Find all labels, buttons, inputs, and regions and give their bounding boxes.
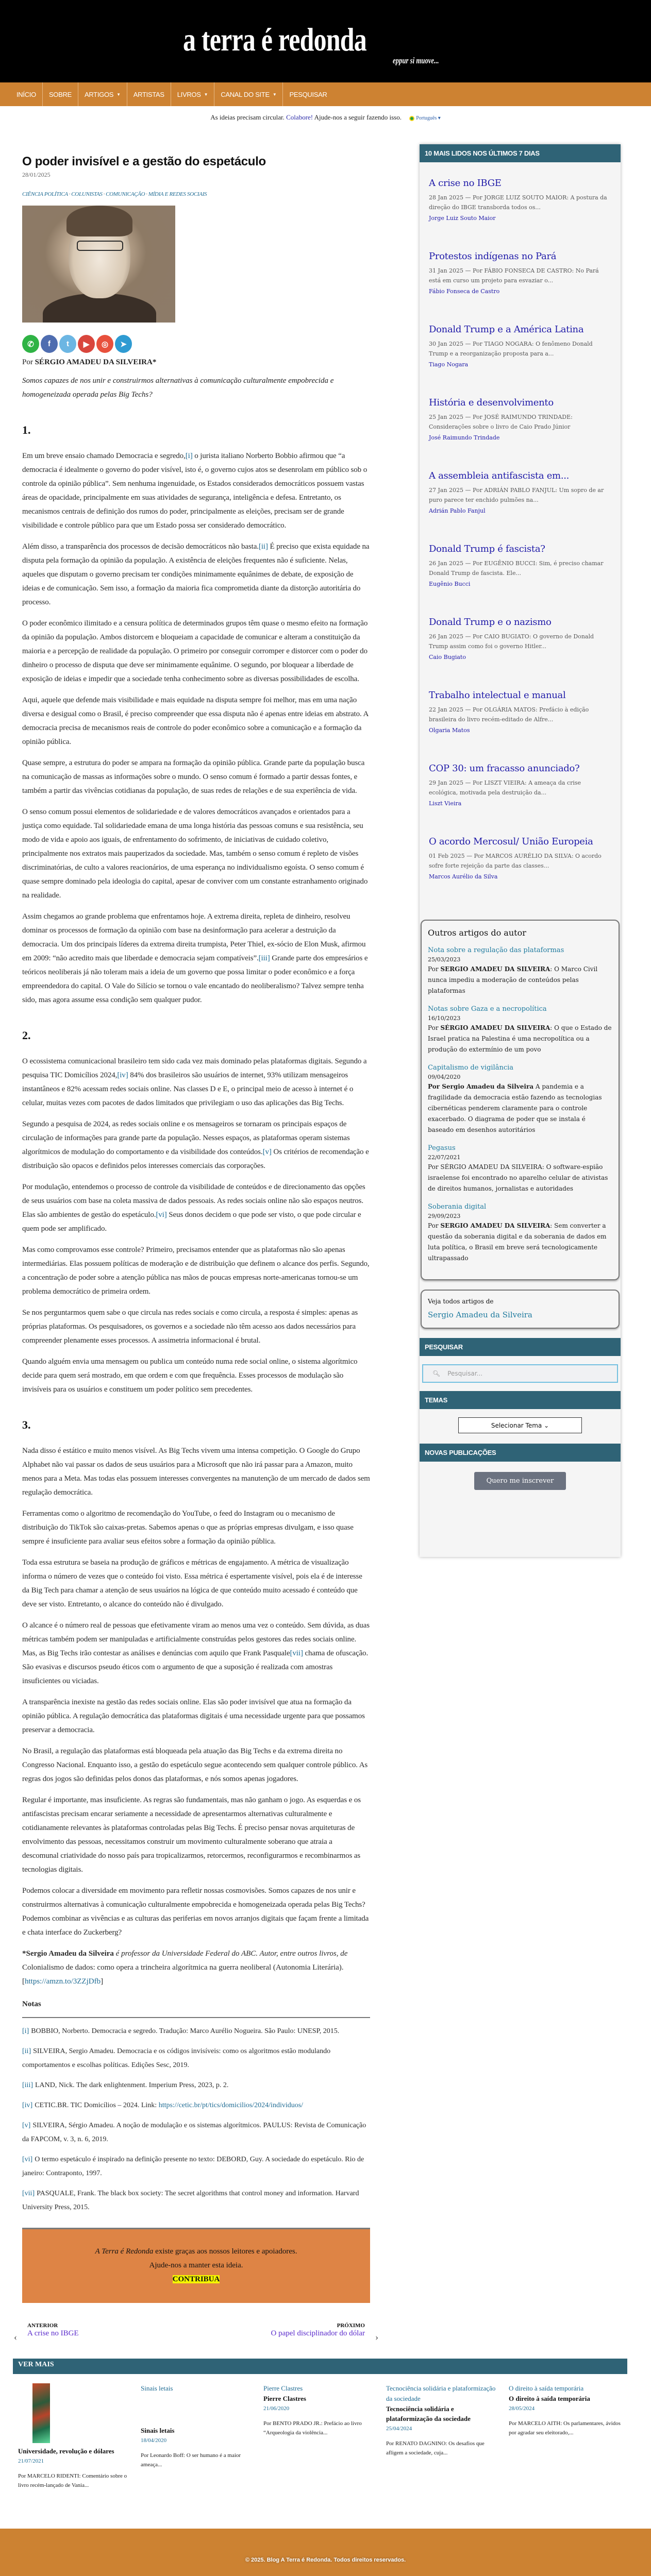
popular-author-link[interactable]: Fábio Fonseca de Castro [429,288,500,295]
other-article-summary: Por SERGIO AMADEU DA SILVEIRA: Sem converter a questão da soberania digital e da soberania de dados em luta política, o Brasil em breve será tecnologicamente ultrapassado [428,1222,607,1262]
search-input[interactable]: 🔍︎ Pesquisar... [422,1364,618,1383]
paragraph: Regular é importante, mas insuficiente. As regras são fundamentais, mas não ganham o jogo. As esquerdas e os antifascistas precisam encarar seriamente a necessidade de apresentarmos alternativas culturalmente e cotidianamente relevantes às plataformas controladas pelas Big Techs. É preciso pensar novas arquiteturas de envolvimento das pessoas, necessitamos construir um movimento culturalmente soberano que atraia a descomunal criatividade do nosso país para tropicalizarmos, retorcermos, reconfigurarmos e recombinarmos as tecnologias digitais. [22,1796,361,1874]
chevron-left-icon[interactable]: ‹ [14,2332,17,2342]
ver-mais-date: 21/07/2021 [18,2458,44,2464]
popular-item [429,836,611,880]
paragraph: Assim chegamos ao grande problema que enfrentamos hoje. A extrema direita, repleta de dinheiro, resolveu dominar os processos de formação da opinião com base na desinformação para acelerar a destruição da democracia. Um dos principais líderes da extrema direita trumpista, Peter Thiel, ex-sócio de Elon Musk, afirmou em 2009: “não acredito mais que liberdade e democracia sejam compatíveis”.[iii] Grande parte dos empresários e teóricos neoliberais já não toleram mais a ideia de um governo que possa limitar o poder econômico e a força empreendedora do capital. O Vale do Silício se tornou o vale encantado do neoliberalismo? Talvez sempre tenha sido, mas agora assume essa condição sem qualquer pudor. [22,912,368,1004]
other-article-summary: Por Sergio Amadeu da Silveira A pandemia e a fragilidade da democracia estão fazendo as tecnologias cibernéticas penderem claramente para o controle exacerbado. O diagrama de poder que se instala é baseado em desenhos autoritários [428,1083,602,1133]
popular-title-link[interactable]: Trabalho intelectual e manual [429,690,566,701]
category-link[interactable]: COLUNISTAS [71,191,103,197]
footnote-link[interactable]: https://cetic.br/pt/tics/domicilios/2024/individuos/ [158,2102,304,2109]
temas-heading: TEMAS [420,1391,621,1409]
paragraph: O poder econômico ilimitado e a censura política de determinados grupos têm quase o mesmo efeito na formação da opinião da população. Ambos distorcem e bloqueiam a capacidade de comunicar e alteram a constituição da maioria e a percepção de realidade da população. O primeiro por conseguir corromper e distorcer com o poder do dinheiro o processo de disputa que deve ser minimamente equânime. O segundo, por bloquear a liberdade de exposição de ideias e impedir que a sociedade tenha conhecimento sobre as diversas possibilidades de escolha. [22,619,368,683]
ver-mais-date: 21/06/2020 [263,2405,290,2412]
twitter-icon[interactable]: t [59,335,76,353]
article-lead: Somos capazes de nos unir e construirmos alternativas à comunicação culturalmente empobrecida e homogeneizada operada pelas Big Techs? [22,377,334,399]
popular-title-link[interactable]: O acordo Mercosul/ União Europeia [429,836,593,847]
footnote-ref[interactable]: [iii] [22,2081,33,2089]
newsletter-heading: NOVAS PUBLICAÇÕES [420,1444,621,1462]
popular-item [429,763,611,807]
footnote [22,2187,370,2214]
sidebar [420,144,621,2338]
popular-author-link[interactable]: Marcos Aurélio da Silva [429,873,498,880]
ver-mais-title[interactable]: O direito à saída temporária [509,2395,590,2402]
footnote-marker[interactable]: [ii] [258,543,268,551]
other-articles-heading: Outros artigos do autor [428,928,526,938]
nav-item-artistas[interactable] [127,82,171,106]
other-article-date: 29/09/2023 [428,1213,461,1219]
footnote-text: PASQUALE, Frank. The black box society: The secret algorithms that control money and information. Harvard University Press, 2015. [22,2190,359,2211]
nav-label: SOBRE [48,90,72,98]
contribua-button[interactable]: CONTRIBUA [172,2275,220,2283]
author-archive-link[interactable]: Sergio Amadeu da Silveira [428,1310,532,1319]
footnote-text: SILVEIRA, Sérgio Amadeu. A noção de modulação e os sistemas algorítmicos. PAULUS: Revista de Comunicação da FAPCOM, v. 3, n. 6, 2019. [22,2122,366,2143]
footnote [22,2153,370,2180]
footnote-ref[interactable]: [ii] [22,2047,31,2055]
footnote-marker[interactable]: [iii] [258,954,270,962]
author-bio: *Sergio Amadeu da Silveira é professor da Universidade Federal do ABC. Autor, entre outros livros, de Colonialismo de dados: como opera a trincheira algorítmica na guerra neoliberal (Autonomia Literária). [https://amzn.to/3ZZjDfb] [22,1950,348,1986]
ver-mais-title[interactable]: Tecnociência solidária e plataformização da sociedade [386,2405,471,2422]
ver-mais-excerpt: Por MARCELO RIDENTI: Comentário sobre o livro recém-lançado de Vania... [18,2473,127,2488]
caret-down-icon: ▼ [116,92,121,97]
category-link[interactable]: COMUNICAÇÃO [106,191,145,197]
other-article-item [428,1062,612,1136]
popular-heading: 10 MAIS LIDOS NOS ÚLTIMOS 7 DIAS [420,144,621,162]
category-link[interactable]: MÍDIA E REDES SOCIAIS [148,191,207,197]
nav-item-início[interactable] [10,82,43,106]
other-articles-box [421,920,620,1280]
other-article-summary: Por SÉRGIO AMADEU DA SILVEIRA: O software-espião israelense foi encontrado no aparelho celular de ativistas de direitos humanos, jornalistas e autoridades [428,1163,608,1192]
nav-label: ARTISTAS [133,90,164,98]
colabore-link[interactable]: Colabore! [286,113,313,121]
footnote [22,2078,370,2092]
site-tagline: eppur si muove... [393,56,439,65]
paragraph: Mas como comprovamos esse controle? Primeiro, precisamos entender que as plataformas não são apenas intermediárias. Elas possuem políticas de moderação e de distribuição que definem o alcance dos perfis. Segundo, a concentração de poder sobre a atenção pública nas mãos de poucas empresas norte-americanas tornou-se um problema democrático de primeira ordem. [22,1246,370,1296]
ver-mais-excerpt: Por BENTO PRADO JR.: Prefácio ao livro “Arqueologia da violência... [263,2420,362,2436]
other-article-date: 22/07/2021 [428,1154,461,1161]
paragraph: A transparência inexiste na gestão das redes sociais online. Elas são poder invisível que atua na formação da opinião pública. A regulação democrática das plataformas digitais é uma necessidade urgente para que possamos preservar a democracia. [22,1698,365,1734]
popular-meta: 27 Jan 2025 — Por ADRIÁN PABLO FANJUL: Um sopro de ar puro parece ter enchido pulmões na... [429,487,604,503]
site-footer [0,2529,651,2576]
whatsapp-icon[interactable]: ✆ [22,335,39,353]
nav-item-pesquisar[interactable] [283,82,333,106]
facebook-icon[interactable]: f [41,335,58,353]
nav-item-artigos[interactable] [78,82,127,106]
ver-mais-grid [13,2374,627,2518]
other-article-date: 16/10/2023 [428,1015,461,1022]
ver-mais-item [504,2383,626,2518]
all-articles-box: Veja todos artigos de Sergio Amadeu da Silveira [421,1290,620,1329]
ver-mais-top-link[interactable]: O direito à saída temporária [509,2384,584,2392]
category-separator: · [103,191,105,197]
popular-author-link[interactable]: Eugênio Bucci [429,581,471,587]
nav-label: INÍCIO [16,90,36,98]
notes-list [22,2024,370,2214]
popular-title-link[interactable]: Donald Trump e a América Latina [429,324,584,335]
ver-mais-top-link[interactable]: Tecnociência solidária e plataformização da sociedade [386,2384,496,2402]
popular-title-link[interactable]: Donald Trump e o nazismo [429,617,552,628]
next-post-link[interactable]: O papel disciplinador do dólar [271,2329,365,2337]
language-label: Português [416,115,437,121]
footnote-text: LAND, Nick. The dark enlightenment. Imperium Press, 2023, p. 2. [35,2081,229,2089]
other-article-item [428,1004,612,1055]
paragraph: Podemos colocar a diversidade em movimento para refletir nossas cosmovisões. Somos capazes de nos unir e construirmos alternativas à comunicação culturalmente empobrecida e homogeneizada operada pelas Big Techs? Podemos combinar as vivências e as culturas das periferias em novos arranjos digitais que façam frente a limitada e chata interface do Zuckerberg? [22,1887,369,1937]
section-heading: 2. [22,1029,31,1042]
other-article-link[interactable]: Pegasus [428,1144,456,1152]
sidebar-widgets [420,144,621,1557]
ver-mais-top-link[interactable]: Pierre Clastres [263,2384,303,2392]
book-link[interactable]: https://amzn.to/3ZZjDfb [25,1977,101,1986]
post-navigation [14,2323,378,2342]
footnote-text: BOBBIO, Norberto. Democracia e segredo. Tradução: Marco Aurélio Nogueira. São Paulo: UNESP, 2015. [31,2027,340,2035]
ver-mais-title[interactable]: Universidade, revolução e dólares [18,2447,114,2455]
popular-title-link[interactable]: Protestos indígenas no Pará [429,251,557,262]
other-article-summary: Por SERGIO AMADEU DA SILVEIRA: O Marco Civil nunca impediu a moderação de conteúdos pelas plataformas [428,965,598,994]
ver-mais-date: 25/04/2024 [386,2426,412,2432]
popular-item [429,178,611,222]
subscribe-button[interactable]: Quero me inscrever [474,1472,566,1490]
next-post[interactable]: PRÓXIMO O papel disciplinador do dólar [271,2323,365,2337]
thumbnail-image[interactable] [32,2383,50,2443]
article [14,144,378,2342]
paragraph: No Brasil, a regulação das plataformas está bloqueada pela atuação das Big Techs e da extrema direita no Congresso Nacional. Enquanto isso, a gestão do espetáculo segue acontecendo sem qualquer controle público. As regras dos jogos são definidas pelos donos das plataformas, e nós somos apenas jogadores. [22,1747,368,1783]
popular-author-link[interactable]: José Raimundo Trindade [429,434,500,441]
chevron-right-icon[interactable]: › [375,2332,378,2342]
instagram-icon[interactable]: ◎ [96,335,113,353]
other-article-link[interactable]: Nota sobre a regulação das plataformas [428,946,564,954]
other-article-date: 09/04/2020 [428,1074,461,1080]
byline: Por SÉRGIO AMADEU DA SILVEIRA* [22,358,157,366]
ver-mais-title[interactable]: Sinais letais [141,2427,175,2434]
paragraph: O alcance é o número real de pessoas que efetivamente viram ao menos uma vez o conteúdo. Sem dúvida, as duas métricas também podem ser manipuladas e artificialmente construídas pelos gestores das redes sociais online. Mas, as Big Techs irão contestar as análises e denúncias com aquilo que Frank Pasquale[vii] chama de ofuscação. São evasivas e discursos pseudo éticos com o argumento de que a suposição é realizada com amostras insuficientes ou viciadas. [22,1621,370,1685]
paragraph: Quando alguém envia uma mensagem ou publica um conteúdo numa rede social online, o sistema algorítmico decide para quem será mostrado, em que ordem e com que frequência. Esses processos de modulação são invisíveis para os usuários e constituem um poder político sem precedentes. [22,1358,358,1394]
paragraph: Se nos perguntarmos quem sabe o que circula nas redes sociais e como circula, a resposta é simples: apenas as próprias plataformas. Os pesquisadores, os governos e a sociedade não têm acesso aos dados necessários para compreender plenamente esses processos. A assimetria informacional é brutal. [22,1309,358,1345]
ver-mais-top-link[interactable]: Sinais letais [141,2384,173,2392]
popular-meta: 30 Jan 2025 — Por TIAGO NOGARA: O fenômeno Donald Trump e a reorganização proposta para a... [429,341,593,357]
popular-title-link[interactable]: COP 30: um fracasso anunciado? [429,763,580,774]
popular-item [429,324,611,368]
popular-item [429,251,611,295]
footnote [22,2119,370,2146]
youtube-icon[interactable]: ▶ [78,335,95,353]
footnote [22,2044,370,2072]
author-photo [22,206,175,323]
popular-item [429,690,611,734]
article-body [22,423,370,1940]
site-logo[interactable]: a terra é redonda [183,21,366,58]
section-heading: 1. [22,423,31,436]
brazil-flag-icon [409,116,414,121]
category-link[interactable]: CIÊNCIA POLÍTICA [22,191,68,197]
footnote-ref[interactable]: [vi] [22,2156,33,2163]
ver-mais-date: 18/04/2020 [141,2437,167,2444]
paragraph: Aqui, aquele que defende mais visibilidade e mais equidade na disputa sempre foi melhor, mas em uma nação diversa e desigual como o Brasil, é preciso compreender que essa disputa não é apenas entre ideias em abstrato. A democracia precisa de mecanismos reais de controle do poder econômico sobre a comunicação e a formação da opinião pública. [22,696,369,746]
ver-mais-date: 28/05/2024 [509,2405,535,2412]
category-separator: · [69,191,71,197]
footnote-marker[interactable]: [vi] [156,1211,167,1219]
ver-mais-item [258,2383,381,2518]
nav-label: LIVROS [177,90,201,98]
popular-title-link[interactable]: A assembleia antifascista em... [429,470,570,481]
announce-text-2: Ajude-nos a seguir fazendo isso. [314,113,402,121]
paragraph: Segundo a pesquisa de 2024, as redes sociais online e os mensageiros se tornaram os principais espaços de circulação de informações para grande parte da população. Nesses espaços, as plataformas operam sistemas algorítmicos de modulação do comportamento e da visibilidade dos conteúdos.[v] Os critérios de recomendação e distribuição são opacos e definidos pelos interesses comerciais das corporações. [22,1120,369,1170]
paragraph: O senso comum possui elementos de solidariedade e de valores democráticos avançados e orientados para a justiça como equidade. Tal solidariedade emana de uma longa história das pessoas comuns e sua resistência, seu modo de vida e apoio aos iguais, de enfrentamento do sofrimento, de iniciativas de cuidado coletivo, principalmente nos extratos mais pauperizados da sociedade. Mas, também o senso comum é repleto de visões discriminatórias, de culto a valores reacionários, de uma esperança no individualismo egoísta. O senso comum é quase sempre dominado pela ideologia do capital, apesar de conviver com um constante estranhamento originado na realidade. [22,808,368,900]
previous-post-link[interactable]: A crise no IBGE [27,2329,79,2337]
paragraph: Ferramentas como o algoritmo de recomendação do YouTube, o feed do Instagram ou o mecanismo de distribuição do TikTok são caixas-pretas. Sabemos apenas o que as próprias empresas divulgam, e isso quase sempre é insuficiente para avaliar seus efeitos sobre a formação da opinião pública. [22,1510,354,1546]
masthead [0,0,651,82]
announce-text: As ideias precisam circular. [210,113,285,121]
footnote-marker[interactable]: [iv] [117,1071,128,1079]
popular-item [429,544,611,588]
ver-mais-item [13,2383,136,2518]
nav-label: PESQUISAR [289,90,327,98]
other-article-item [428,945,612,996]
popular-author-link[interactable]: Adrián Pablo Fanjul [429,507,486,514]
paragraph: Em um breve ensaio chamado Democracia e segredo,[i] o jurista italiano Norberto Bobbio afirmou que “a democracia é idealmente o governo do poder visível, isto é, o governo cujos atos se desenrolam em público sob o controle da opinião pública”. Sem nenhuma ingenuidade, os Estados considerados democráticos possuem vastas áreas de opacidade, principalmente em suas atividades de segurança, inteligência e defesa. Entretanto, os mecanismos centrais de definição dos rumos do poder, principalmente as eleições, precisam ser de grande visibilidade e controle público para que um Estado possa ser considerado democrático. [22,452,368,530]
copyright: © 2025. Blog A Terra é Redonda. Todos direitos reservados. [245,2557,406,2563]
caret-down-icon: ▼ [272,92,277,97]
footnote-marker[interactable]: [i] [185,452,193,460]
popular-author-link[interactable]: Tiago Nogara [429,361,469,368]
ver-mais-excerpt: Por Leonardo Boff: O ser humano é a maior ameaça... [141,2452,241,2468]
other-article-item [428,1201,612,1264]
page-layout [0,144,651,2342]
announcement-bar [0,106,651,124]
popular-title-link[interactable]: A crise no IBGE [429,178,502,189]
popular-item [429,470,611,515]
popular-title-link[interactable]: Donald Trump é fascista? [429,544,545,554]
popular-title-link[interactable]: História e desenvolvimento [429,397,554,408]
ver-mais-excerpt: Por RENATO DAGNINO: Os desafios que afligem a sociedade, cuja... [386,2441,485,2456]
paragraph: Quase sempre, a estrutura do poder se ampara na formação da opinião pública. Grande parte da população busca na comunicação de massas as informações sobre o mundo. O senso comum é formado a partir dessas fontes, e também a partir das vivências cotidianas da população, de suas redes de relações e de sua experiência de vida. [22,759,365,795]
popular-author-link[interactable]: Olgaria Matos [429,727,470,734]
other-article-item [428,1143,612,1194]
caret-down-icon: ▼ [204,92,208,97]
footnote-text: O termo espetáculo é inspirado na definição presente no texto: DEBORD, Guy. A sociedade do espetáculo. Rio de janeiro: Contraponto, 1997. [22,2156,364,2177]
nav-item-canal-do-site[interactable] [214,82,283,106]
footnote [22,2024,370,2038]
section-heading: 3. [22,1418,31,1431]
site-header [0,0,651,124]
ver-mais-excerpt: Por MARCELO AITH: Os parlamentares, ávidos por agradar seu eleitorado,... [509,2420,621,2436]
temas-select[interactable]: Selecionar Tema ⌄ [458,1417,582,1433]
popular-list [420,162,621,920]
popular-author-link[interactable]: Caio Bugiato [429,654,466,660]
paragraph: Além disso, a transparência dos processos de decisão democráticos não basta.[ii] É preciso que exista equidade na disputa pela formação da opinião da população. A existência de eleições frequentes não é suficiente. Nelas, aqueles que disputam o governo precisam ter condições minimamente equânimes de debate, de exposição de ideias e de comunicação. Sem isso, a formação da maioria fica comprometida diante da distorção autoritária do processo. [22,543,370,606]
article-date: 28/01/2025 [22,171,51,178]
footnote-ref[interactable]: [i] [22,2027,29,2035]
paragraph: Nada disso é estático e muito menos visível. As Big Techs vivem uma intensa competição. O Google do Grupo Alphabet não vai passar os dados de seus usuários para a Microsoft que não irá passar para a Amazon, muito menos para a Meta. Mas todas elas possuem interesses convergentes na manutenção de um mercado de dados sem regulação democrática. [22,1447,370,1497]
footnote-ref[interactable]: [vii] [22,2190,35,2197]
popular-author-link[interactable]: Liszt Vieira [429,800,462,807]
language-selector[interactable]: Português ▾ [409,115,441,121]
telegram-icon[interactable]: ➤ [115,335,132,353]
search-heading: PESQUISAR [420,1338,621,1356]
popular-meta: 22 Jan 2025 — Por OLGÁRIA MATOS: Prefácio à edição brasileira do livro recém-editado de Alfre... [429,706,589,723]
popular-meta: 26 Jan 2025 — Por CAIO BUGIATO: O governo de Donald Trump assim como foi o governo Hitler... [429,633,594,650]
footnote-text: SILVEIRA, Sergio Amadeu. Democracia e os códigos invisíveis: como os algoritmos estão modulando comportamentos e escolhas políticas. Edições Sesc, 2019. [22,2047,331,2069]
paragraph: O ecossistema comunicacional brasileiro tem sido cada vez mais dominado pelas plataformas digitais. Segundo a pesquisa TIC Domicílios 2024,[iv] 84% dos brasileiros são usuários de internet, 93% utilizam mensageiros instantâneos e 82% acessam redes sociais online. Nas classes D e E, o principal meio de acesso à internet é o celular, muitas vezes com pacotes de dados limitados que privilegiam o uso das aplicações das Big Techs. [22,1057,367,1107]
popular-meta: 28 Jan 2025 — Por JORGE LUIZ SOUTO MAIOR: A postura da direção do IBGE transborda todos os... [429,194,607,211]
category-separator: · [146,191,147,197]
other-article-date: 25/03/2023 [428,956,461,963]
nav-item-sobre[interactable] [43,82,78,106]
popular-meta: 25 Jan 2025 — Por JOSÉ RAIMUNDO TRINDADE: Considerações sobre o livro de Caio Prado Júnior [429,414,573,430]
ver-mais-item [381,2383,504,2518]
footnote-ref[interactable]: [v] [22,2122,31,2129]
ver-mais-item [136,2383,258,2518]
footnote [22,2098,370,2112]
footnote-ref[interactable]: [iv] [22,2102,33,2109]
author-name: SÉRGIO AMADEU DA SILVEIRA* [35,358,157,366]
footnote-marker[interactable]: [vii] [290,1649,303,1657]
other-article-link[interactable]: Soberania digital [428,1203,487,1211]
footnote-text: CETIC.BR. TIC Domicílios – 2024. Link: [35,2102,159,2109]
nav-item-livros[interactable] [171,82,215,106]
popular-item [429,617,611,661]
support-banner: A Terra é Redonda existe graças aos nossos leitores e apoiadores. Ajude-nos a manter esta ideia. CONTRIBUA [22,2228,370,2303]
nav-label: ARTIGOS [84,90,114,98]
popular-meta: 26 Jan 2025 — Por EUGÊNIO BUCCI: Sim, é preciso chamar Donald Trump de fascista. Ele... [429,560,604,577]
popular-author-link[interactable]: Jorge Luiz Souto Maior [429,215,496,222]
popular-meta: 29 Jan 2025 — Por LISZT VIEIRA: A ameaça da crise ecológica, motivada pela destruição da... [429,779,581,796]
footnote-marker[interactable]: [v] [262,1148,272,1156]
nav-label: CANAL DO SITE [221,90,270,98]
previous-post[interactable]: ANTERIOR A crise no IBGE [27,2323,79,2337]
chevron-down-icon: ⌄ [544,1422,549,1429]
article-categories [22,191,370,197]
other-article-link[interactable]: Capitalismo de vigilância [428,1064,514,1072]
notes-heading: Notas [22,2000,370,2018]
popular-meta: 01 Feb 2025 — Por MARCOS AURÉLIO DA SILVA: O acordo sofre forte rejeição da parte das classes... [429,853,602,869]
main-nav [0,82,651,106]
paragraph: Por modulação, entendemos o processo de controle da visibilidade de conteúdos e de direcionamento das opções de seus usuários com base na coleta massiva de dados pessoais. As redes sociais online não são espaços neutros. Elas são ambientes de gestão do espetáculo.[vi] Seus donos decidem o que pode ser visto, o que pode circular e quem pode ser amplificado. [22,1183,365,1233]
ver-mais-title[interactable]: Pierre Clastres [263,2395,306,2402]
popular-meta: 31 Jan 2025 — Por FÁBIO FONSECA DE CASTRO: No Pará está em curso um projeto para esvaziar o... [429,267,599,284]
ver-mais-heading: VER MAIS [13,2359,627,2374]
paragraph: Toda essa estrutura se baseia na produção de gráficos e métricas de engajamento. A métrica de visualização informa o número de vezes que o conteúdo foi visto. Essa métrica é espertamente visível, pois ela é de interesse da Big Tech para chamar a atenção de seus usuários na lógica de que conteúdo muito acessado é conteúdo que deve ser visto. Entretanto, o alcance do conteúdo não é divulgado. [22,1558,362,1608]
other-article-summary: Por SÉRGIO AMADEU DA SILVEIRA: O que o Estado de Israel pratica na Palestina é uma necropolítica ou a produção do extermínio de um povo [428,1024,612,1053]
search-icon: 🔍︎ [432,1370,441,1377]
other-article-link[interactable]: Notas sobre Gaza e a necropolítica [428,1005,547,1013]
share-buttons [22,335,370,353]
popular-item [429,397,611,442]
article-title: O poder invisível e a gestão do espetáculo [22,155,266,168]
